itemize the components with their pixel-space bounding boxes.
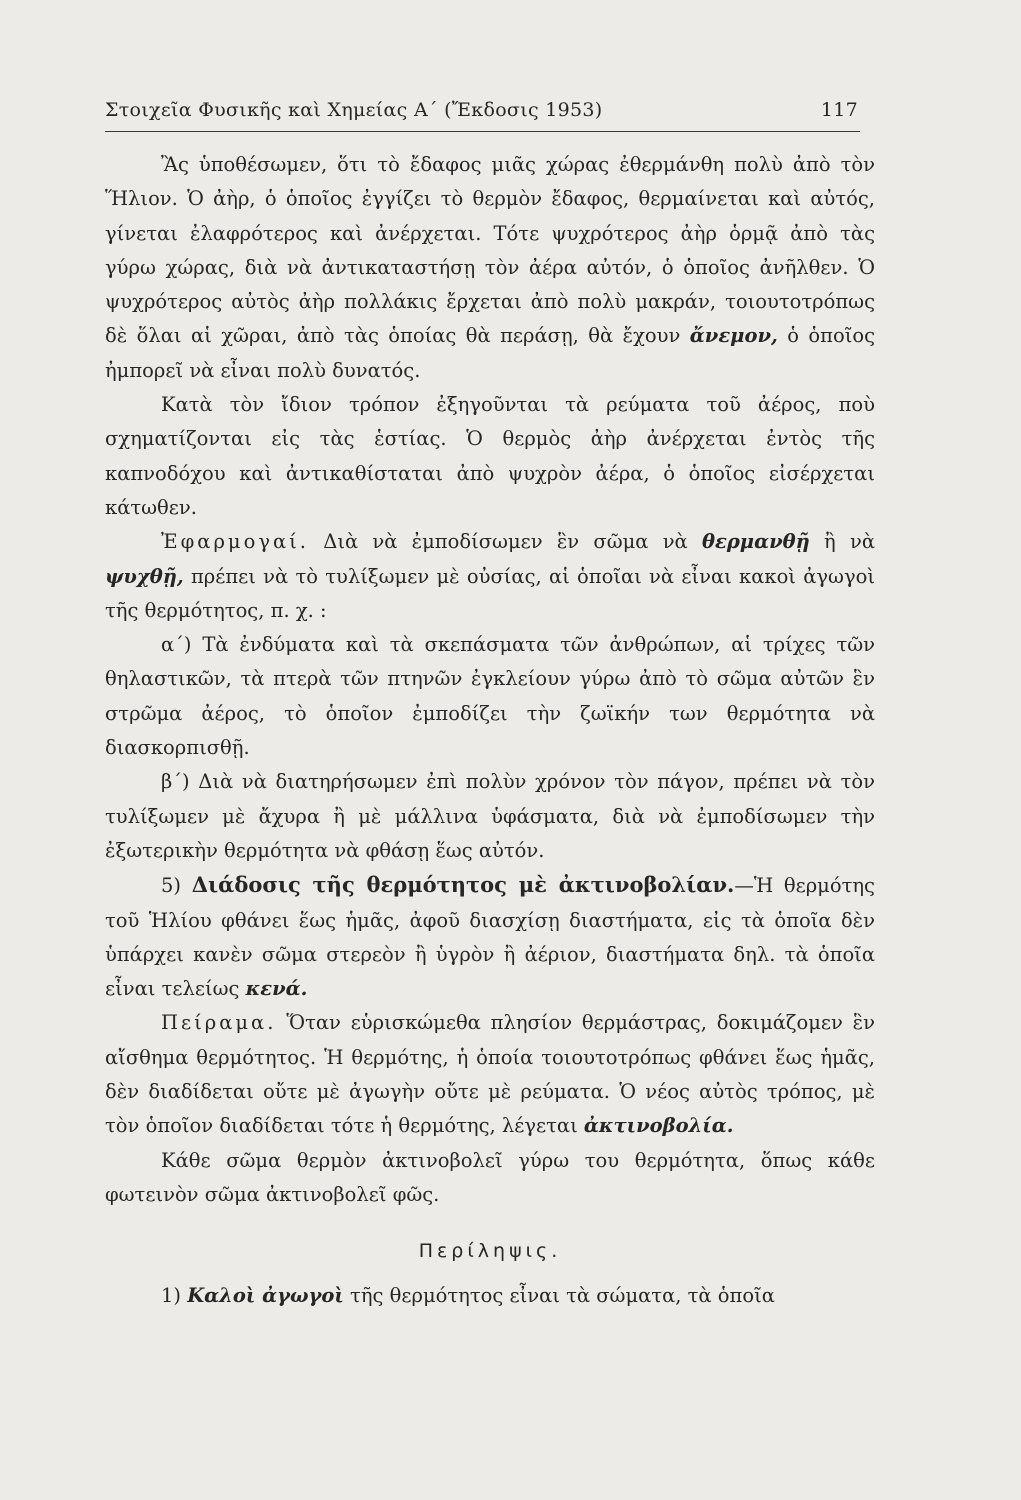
section-heading: Διάδοσις τῆς θερμότητος μὲ ἀκτινοβολίαν. bbox=[191, 872, 735, 898]
term-good-conductors: Καλοὶ ἀγωγοὶ bbox=[187, 1283, 344, 1307]
section-number: 5) bbox=[161, 874, 182, 898]
section-radiation: 5) Διάδοσις τῆς θερμότητος μὲ ἀκτινοβολίαν.—Ἡ θερμότης τοῦ Ἡλίου φθάνει ἕως ἡμᾶς, ἀφοῦ διασχίσῃ διαστήματα, εἰς τὰ ὁποῖα δὲν ὑπάρχει κανὲν σῶμα στερεὸν ἢ ὑγρὸν ἢ ἀέριον, διαστήματα δηλ. τὰ ὁποῖα εἶναι τελείως κενά. bbox=[105, 872, 875, 1001]
paragraph-applications: Ἐφαρμογαί. Διὰ νὰ ἐμποδίσωμεν ἓν σῶμα νὰ θερμανθῇ ἢ νὰ ψυχθῇ, πρέπει νὰ τὸ τυλίξωμεν μὲ οὐσίας, αἱ ὁποῖαι νὰ εἶναι κακοὶ ἀγωγοὶ τῆς θερμότητος, π. χ. : bbox=[105, 530, 875, 622]
summary-item-1: 1) Καλοὶ ἀγωγοὶ τῆς θερμότητος εἶναι τὰ σώματα, τὰ ὁποῖα bbox=[161, 1283, 775, 1307]
term-heated: θερμανθῇ bbox=[701, 530, 810, 554]
paragraph-air-currents: Κατὰ τὸν ἴδιον τρόπον ἐξηγοῦνται τὰ ρεύματα τοῦ ἀέρος, ποὺ σχηματίζονται εἰς τὰς ἑστίας. Ὁ θερμὸς ἀὴρ ἀνέρχεται ἐντὸς τῆς καπνοδόχου καὶ ἀντικαθίσταται ἀπὸ ψυχρὸν ἀέρα, ὁ ὁποῖος εἰσέρχεται κάτωθεν. bbox=[105, 393, 875, 519]
page-body bbox=[105, 148, 875, 1313]
header-title: Στοιχεῖα Φυσικῆς καὶ Χημείας Α΄ (Ἔκδοσις 1953) bbox=[105, 99, 603, 121]
term-empty: κενά. bbox=[245, 977, 308, 1001]
term-radiation: ἀκτινοβολία. bbox=[583, 1114, 734, 1138]
list-item-a: α΄) Τὰ ἐνδύματα καὶ τὰ σκεπάσματα τῶν ἀνθρώπων, αἱ τρίχες τῶν θηλαστικῶν, τὰ πτερὰ τῶν πτηνῶν ἐγκλείουν γύρω ἀπὸ τὸ σῶμα αὐτῶν ἓν στρῶμα ἀέρος, τὸ ὁποῖον ἐμποδίζει τὴν ζωϊκήν των θερμότητα νὰ διασκορπισθῇ. bbox=[105, 633, 875, 760]
running-header bbox=[105, 95, 860, 132]
list-item-b: β΄) Διὰ νὰ διατηρήσωμεν ἐπὶ πολὺν χρόνον τὸν πάγον, πρέπει νὰ τὸν τυλίξωμεν μὲ ἄχυρα ἢ μὲ μάλλινα ὑφάσματα, διὰ νὰ ἐμποδίσωμεν τὴν ἐξωτερικὴν θερμότητα νὰ φθάσῃ ἕως αὐτόν. bbox=[105, 770, 875, 862]
paragraph-every-body: Κάθε σῶμα θερμὸν ἀκτινοβολεῖ γύρω του θερμότητα, ὅπως κάθε φωτεινὸν σῶμα ἀκτινοβολεῖ φῶς. bbox=[105, 1148, 875, 1206]
label-applications: Ἐφαρμογαί. bbox=[161, 530, 309, 554]
paragraph-experiment: Πείραμα. Ὅταν εὑρισκώμεθα πλησίον θερμάστρας, δοκιμάζομεν ἓν αἴσθημα θερμότητος. Ἡ θερμότης, ἡ ὁποία τοιουτοτρόπως φθάνει ἕως ἡμᾶς, δὲν διαδίδεται οὔτε μὲ ἀγωγὴν οὔτε μὲ ρεύματα. Ὁ νέος αὐτὸς τρόπος, μὲ τὸν ὁποῖον διαδίδεται τότε ἡ θερμότης, λέγεται ἀκτινοβολία. bbox=[105, 1011, 875, 1138]
page-number: 117 bbox=[820, 99, 858, 121]
label-experiment: Πείραμα. bbox=[161, 1011, 277, 1035]
term-cooled: ψυχθῇ, bbox=[105, 564, 184, 588]
paragraph-wind: Ἂς ὑποθέσωμεν, ὅτι τὸ ἔδαφος μιᾶς χώρας ἐθερμάνθη πολὺ ἀπὸ τὸν Ἥλιον. Ὁ ἀὴρ, ὁ ὁποῖος ἐγγίζει τὸ θερμὸν ἔδαφος, θερμαίνεται καὶ αὐτός, γίνεται ἐλαφρότερος καὶ ἀνέρχεται. Τότε ψυχρότερος ἀὴρ ὁρμᾷ ἀπὸ τὰς γύρω χώρας, διὰ νὰ ἀντικαταστήσῃ τὸν ἀέρα αὐτόν, ὁ ὁποῖος ἀνῆλθεν. Ὁ ψυχρότερος αὐτὸς ἀὴρ πολλάκις ἔρχεται ἀπὸ πολὺ μακράν, τοιουτοτρόπως δὲ ὅλαι αἱ χῶραι, ἀπὸ τὰς ὁποίας θὰ περάσῃ, θὰ ἔχουν ἄνεμον, ὁ ὁποῖος ἠμπορεῖ νὰ εἶναι πολὺ δυνατός. bbox=[105, 153, 876, 382]
term-wind: ἄνεμον, bbox=[689, 324, 778, 348]
summary-heading: Περίληψις. bbox=[418, 1240, 562, 1263]
